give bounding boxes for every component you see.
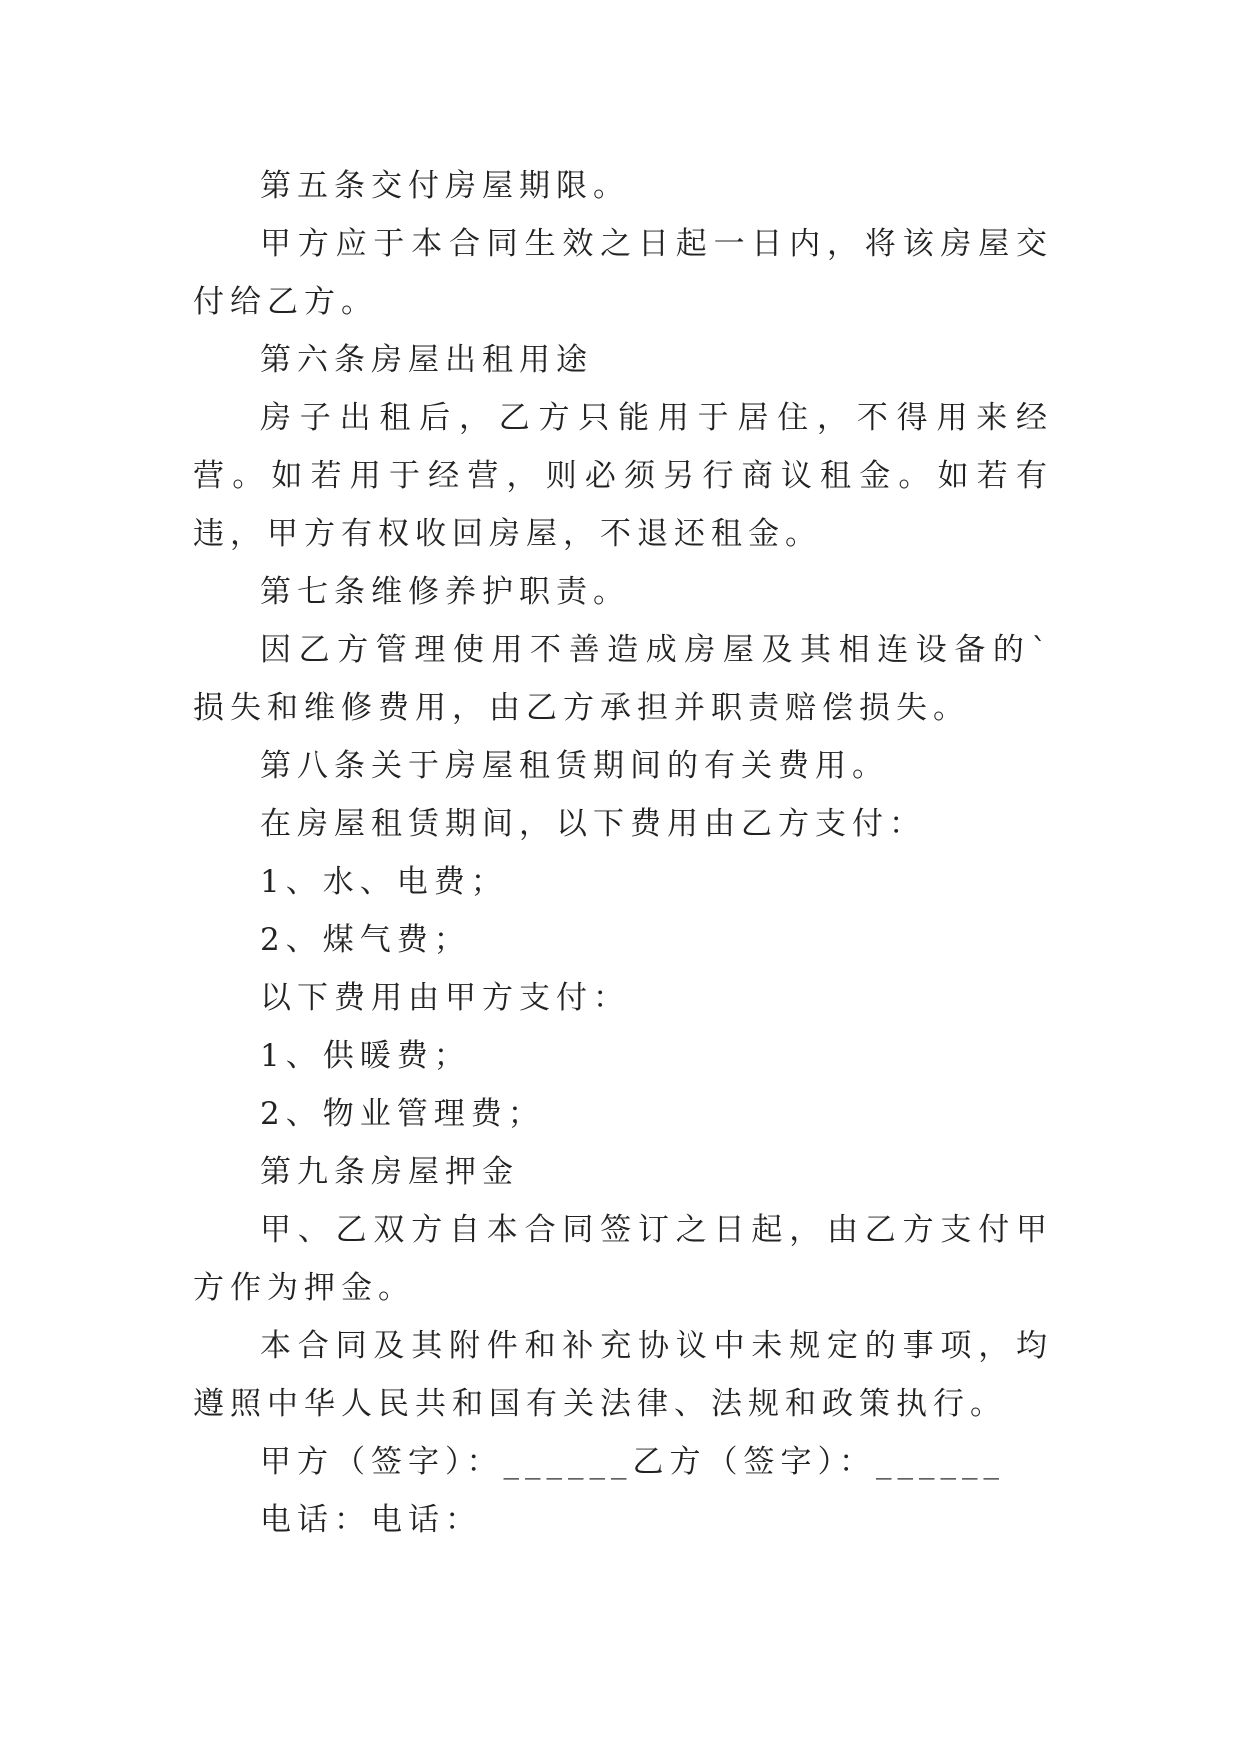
- article-6-body: 房子出租后，乙方只能用于居住，不得用来经营。如若用于经营，则必须另行商议租金。如若有违，甲方有权收回房屋，不退还租金。: [193, 400, 1053, 552]
- document-body: [193, 157, 1053, 1549]
- article-9-heading: 第九条房屋押金: [260, 1154, 519, 1190]
- article-7-body: 因乙方管理使用不善造成房屋及其相连设备的`损失和维修费用，由乙方承担并职责赔偿损失。: [193, 632, 1053, 726]
- article-6-heading: 第六条房屋出租用途: [260, 342, 593, 378]
- landlord-fee-item-1: 1、供暖费；: [260, 1038, 471, 1074]
- tenant-fee-item-2: 2、煤气费；: [260, 922, 471, 958]
- landlord-fee-item-2: 2、物业管理费；: [260, 1096, 545, 1132]
- article-8-heading: 第八条关于房屋租赁期间的有关费用。: [260, 748, 889, 784]
- signature-line: 甲方（签字）：______乙方（签字）：______: [260, 1444, 1005, 1480]
- supplementary-clause: 本合同及其附件和补充协议中未规定的事项，均遵照中华人民共和国有关法律、法规和政策执行。: [193, 1328, 1053, 1422]
- article-5-heading: 第五条交付房屋期限。: [260, 168, 630, 204]
- article-7-heading: 第七条维修养护职责。: [260, 574, 630, 610]
- phone-line: 电话：电话：: [260, 1502, 482, 1538]
- tenant-fee-item-1: 1、水、电费；: [260, 864, 508, 900]
- article-8-intro-landlord: 以下费用由甲方支付：: [260, 980, 630, 1016]
- article-5-body: 甲方应于本合同生效之日起一日内，将该房屋交付给乙方。: [193, 226, 1053, 320]
- article-8-intro-tenant: 在房屋租赁期间，以下费用由乙方支付：: [260, 806, 926, 842]
- article-9-body: 甲、乙双方自本合同签订之日起，由乙方支付甲方作为押金。: [193, 1212, 1053, 1306]
